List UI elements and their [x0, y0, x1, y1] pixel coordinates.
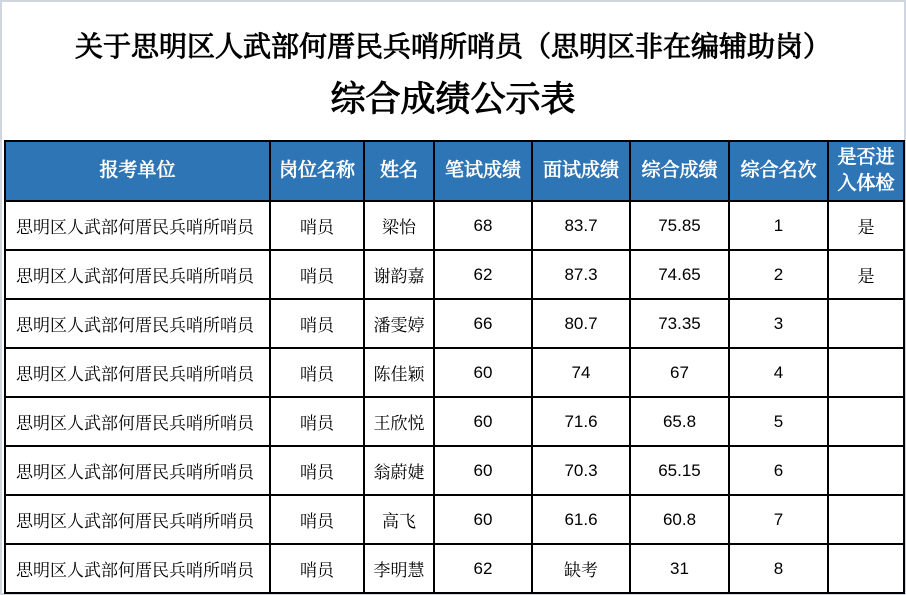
cell-interview-score: 缺考: [532, 544, 630, 593]
cell-composite-score: 67: [630, 348, 729, 397]
cell-name: 谢韵嘉: [364, 250, 434, 299]
cell-name: 陈佳颖: [364, 348, 434, 397]
cell-rank: 1: [729, 201, 828, 250]
cell-interview-score: 71.6: [532, 397, 630, 446]
cell-written-score: 60: [434, 397, 532, 446]
table-row: [5, 299, 904, 348]
cell-written-score: 68: [434, 201, 532, 250]
cell-unit: 思明区人武部何厝民兵哨所哨员: [5, 299, 270, 348]
cell-enter-physical: [828, 544, 904, 593]
col-header-interview-score: 面试成绩: [532, 141, 630, 201]
cell-written-score: 62: [434, 544, 532, 593]
col-header-written-score: 笔试成绩: [434, 141, 532, 201]
cell-composite-score: 73.35: [630, 299, 729, 348]
cell-unit: 思明区人武部何厝民兵哨所哨员: [5, 495, 270, 544]
cell-name: 潘雯婷: [364, 299, 434, 348]
cell-unit: 思明区人武部何厝民兵哨所哨员: [5, 544, 270, 593]
cell-enter-physical: [828, 397, 904, 446]
cell-rank: 8: [729, 544, 828, 593]
cell-composite-score: 75.85: [630, 201, 729, 250]
cell-composite-score: 74.65: [630, 250, 729, 299]
title-block: [2, 2, 904, 140]
col-header-composite-score: 综合成绩: [630, 141, 729, 201]
cell-interview-score: 87.3: [532, 250, 630, 299]
table-row: [5, 250, 904, 299]
cell-name: 梁怡: [364, 201, 434, 250]
cell-composite-score: 65.15: [630, 446, 729, 495]
cell-composite-score: 60.8: [630, 495, 729, 544]
cell-position: 哨员: [270, 495, 364, 544]
cell-name: 王欣悦: [364, 397, 434, 446]
cell-position: 哨员: [270, 348, 364, 397]
cell-interview-score: 74: [532, 348, 630, 397]
cell-enter-physical: 是: [828, 201, 904, 250]
cell-unit: 思明区人武部何厝民兵哨所哨员: [5, 397, 270, 446]
cell-position: 哨员: [270, 544, 364, 593]
cell-name: 高飞: [364, 495, 434, 544]
cell-name: 李明慧: [364, 544, 434, 593]
cell-written-score: 62: [434, 250, 532, 299]
cell-enter-physical: [828, 348, 904, 397]
cell-enter-physical: 是: [828, 250, 904, 299]
cell-unit: 思明区人武部何厝民兵哨所哨员: [5, 201, 270, 250]
cell-unit: 思明区人武部何厝民兵哨所哨员: [5, 446, 270, 495]
cell-written-score: 60: [434, 495, 532, 544]
cell-interview-score: 61.6: [532, 495, 630, 544]
table-row: [5, 544, 904, 593]
cell-position: 哨员: [270, 201, 364, 250]
cell-unit: 思明区人武部何厝民兵哨所哨员: [5, 348, 270, 397]
page-title-line2: 综合成绩公示表: [330, 80, 576, 119]
page-title-line1: 关于思明区人武部何厝民兵哨所哨员（思明区非在编辅助岗）: [74, 31, 831, 62]
cell-position: 哨员: [270, 446, 364, 495]
table-header-row: [5, 141, 904, 201]
cell-rank: 2: [729, 250, 828, 299]
cell-composite-score: 65.8: [630, 397, 729, 446]
table-row: [5, 201, 904, 250]
cell-rank: 3: [729, 299, 828, 348]
cell-written-score: 60: [434, 348, 532, 397]
cell-interview-score: 83.7: [532, 201, 630, 250]
cell-written-score: 60: [434, 446, 532, 495]
cell-position: 哨员: [270, 250, 364, 299]
cell-rank: 6: [729, 446, 828, 495]
table-row: [5, 348, 904, 397]
cell-enter-physical: [828, 495, 904, 544]
cell-interview-score: 80.7: [532, 299, 630, 348]
col-header-enter-physical: 是否进入体检: [828, 141, 904, 201]
cell-unit: 思明区人武部何厝民兵哨所哨员: [5, 250, 270, 299]
score-table: [4, 140, 905, 594]
cell-composite-score: 31: [630, 544, 729, 593]
cell-rank: 5: [729, 397, 828, 446]
cell-rank: 4: [729, 348, 828, 397]
cell-position: 哨员: [270, 299, 364, 348]
col-header-rank: 综合名次: [729, 141, 828, 201]
cell-enter-physical: [828, 299, 904, 348]
cell-enter-physical: [828, 446, 904, 495]
cell-name: 翁蔚婕: [364, 446, 434, 495]
table-row: [5, 397, 904, 446]
cell-rank: 7: [729, 495, 828, 544]
table-row: [5, 446, 904, 495]
table-row: [5, 495, 904, 544]
cell-position: 哨员: [270, 397, 364, 446]
col-header-position: 岗位名称: [270, 141, 364, 201]
col-header-name: 姓名: [364, 141, 434, 201]
cell-interview-score: 70.3: [532, 446, 630, 495]
col-header-unit: 报考单位: [5, 141, 270, 201]
cell-written-score: 66: [434, 299, 532, 348]
